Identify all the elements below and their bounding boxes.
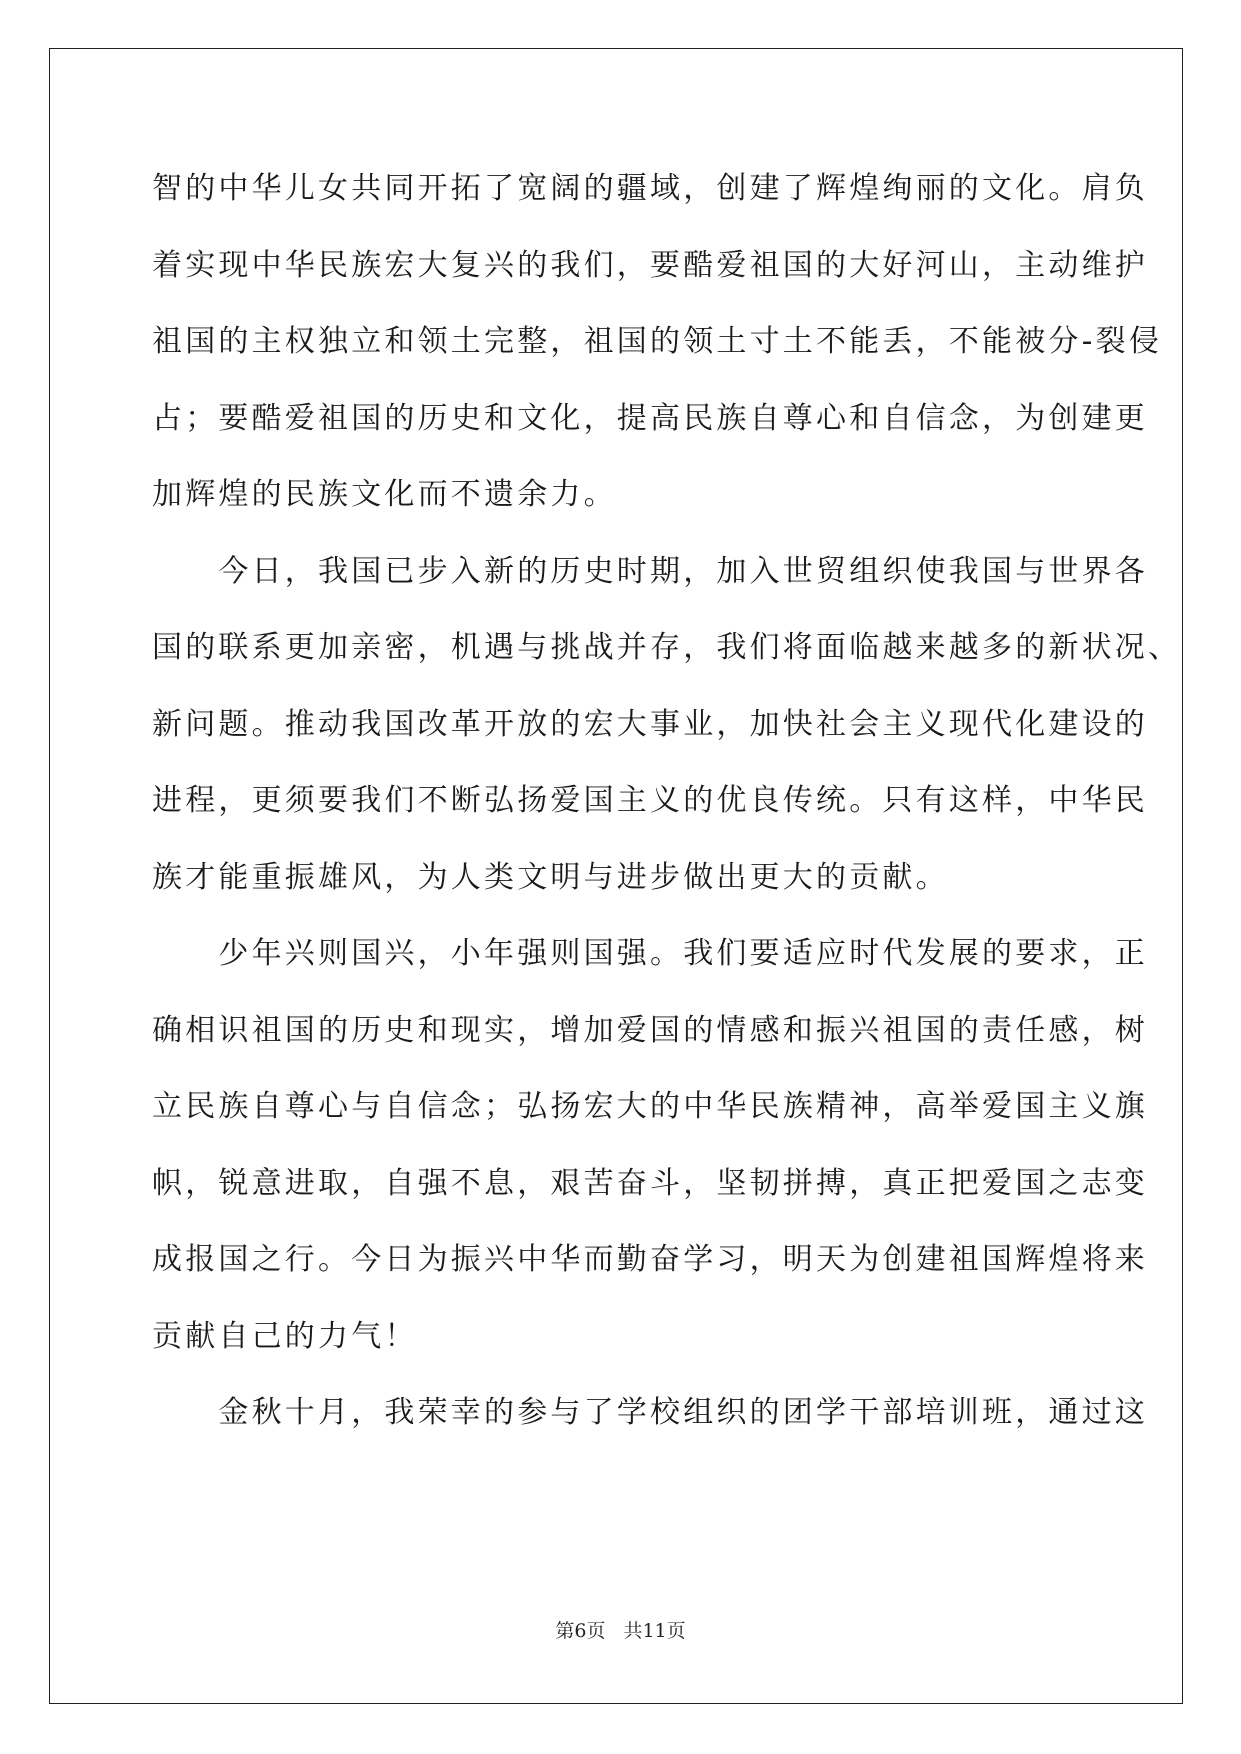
text-line: 族才能重振雄风，为人类文明与进步做出更大的贡献。: [152, 859, 949, 895]
page-number-total: 共11页: [623, 1620, 686, 1642]
document-body: [152, 163, 1182, 1464]
text-line: 成报国之行。今日为振兴中华而勤奋学习，明天为创建祖国辉煌将来: [152, 1242, 1148, 1277]
text-line: 智的中华儿女共同开拓了宽阔的疆域，创建了辉煌绚丽的文化。肩负: [152, 171, 1148, 206]
text-line: 新问题。推动我国改革开放的宏大事业，加快社会主义现代化建设的: [152, 706, 1148, 742]
text-line: 占；要酷爱祖国的历史和文化，提高民族自尊心和自信念，为创建更: [152, 400, 1148, 436]
text-line: 祖国的主权独立和领土完整，祖国的领土寸土不能丢，不能被分-裂侵: [152, 324, 1163, 359]
text-line: 着实现中华民族宏大复兴的我们，要酷爱祖国的大好河山，主动维护: [152, 247, 1148, 283]
text-line: 少年兴则国兴，小年强则国强。我们要适应时代发展的要求，正: [152, 936, 1148, 971]
text-line: 进程，更须要我们不断弘扬爱国主义的优良传统。只有这样，中华民: [152, 783, 1148, 818]
text-line: 国的联系更加亲密，机遇与挑战并存，我们将面临越来越多的新状况、: [152, 630, 1182, 665]
page-number-current: 第6页: [555, 1620, 606, 1642]
text-line: 今日，我国已步入新的历史时期，加入世贸组织使我国与世界各: [152, 553, 1148, 589]
page-footer: [0, 1616, 1241, 1643]
text-line: 金秋十月，我荣幸的参与了学校组织的团学干部培训班，通过这: [152, 1395, 1148, 1430]
text-line: 加辉煌的民族文化而不遗余力。: [152, 477, 617, 512]
text-line: 立民族自尊心与自信念；弘扬宏大的中华民族精神，高举爱国主义旗: [152, 1089, 1148, 1124]
text-line: 帜，锐意进取，自强不息，艰苦奋斗，坚韧拼搏，真正把爱国之志变: [152, 1165, 1148, 1201]
text-line: 贡献自己的力气！: [152, 1318, 418, 1354]
text-line: 确相识祖国的历史和现实，增加爱国的情感和振兴祖国的责任感，树: [152, 1012, 1148, 1048]
